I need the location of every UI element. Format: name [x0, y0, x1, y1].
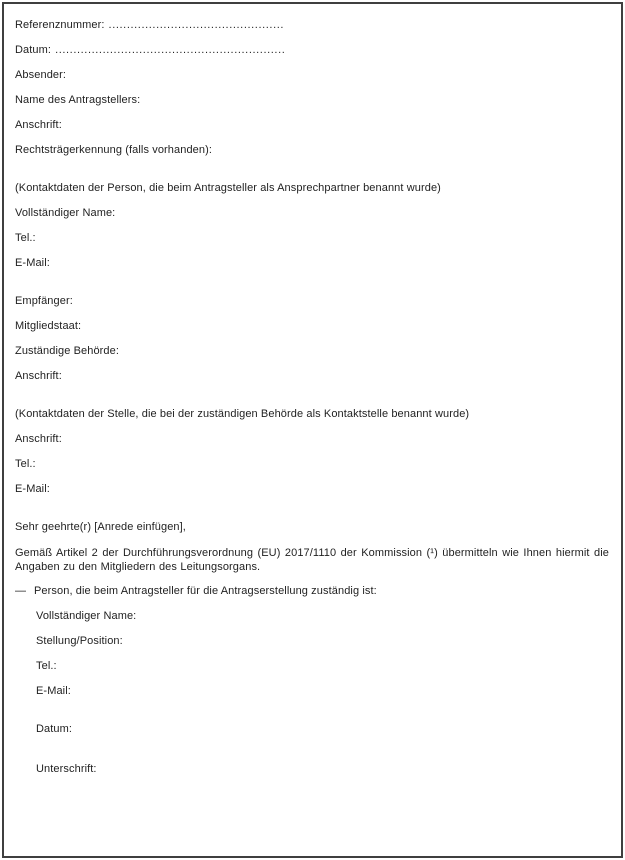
applicant-contact-intro: (Kontaktdaten der Person, die beim Antragsteller als Ansprechpartner benannt wurde)	[15, 182, 441, 194]
list-item-text: Person, die beim Antragsteller für die Antragserstellung zuständig ist:	[34, 585, 377, 597]
list-dash: —	[15, 585, 27, 597]
body-paragraph: Gemäß Artikel 2 der Durchführungsverordnung (EU) 2017/1110 der Kommission (¹) übermitteln wie Ihnen hiermit die Angaben zu den Mitgliedern des Leitungsorgans.	[15, 547, 609, 573]
responsible-email-label: E-Mail:	[36, 685, 71, 697]
competent-authority-label: Zuständige Behörde:	[15, 345, 120, 357]
date-dotted-line: ...............................................................	[55, 44, 286, 56]
responsible-position-label: Stellung/Position:	[36, 635, 123, 647]
recipient-address-label: Anschrift:	[15, 370, 62, 382]
sender-address-label: Anschrift:	[15, 119, 62, 131]
applicant-name-label: Name des Antragstellers:	[15, 94, 141, 106]
sender-label: Absender:	[15, 69, 67, 81]
list-item-responsible-person	[15, 585, 609, 598]
signature-label: Unterschrift:	[36, 763, 97, 775]
applicant-contact-full-name-label: Vollständiger Name:	[15, 207, 116, 219]
recipient-label: Empfänger:	[15, 295, 73, 307]
field-reference-number	[15, 19, 609, 32]
responsible-full-name-label: Vollständiger Name:	[36, 610, 137, 622]
member-state-label: Mitgliedstaat:	[15, 320, 82, 332]
signature-date-label: Datum:	[36, 723, 73, 735]
responsible-tel-label: Tel.:	[36, 660, 57, 672]
salutation: Sehr geehrte(r) [Anrede einfügen],	[15, 521, 186, 533]
date-label: Datum:	[15, 44, 52, 56]
legal-entity-id-label: Rechtsträgerkennung (falls vorhanden):	[15, 144, 213, 156]
authority-contact-intro: (Kontaktdaten der Stelle, die bei der zuständigen Behörde als Kontaktstelle benannt wurde)	[15, 408, 470, 420]
authority-contact-email-label: E-Mail:	[15, 483, 50, 495]
authority-contact-address-label: Anschrift:	[15, 433, 62, 445]
authority-contact-tel-label: Tel.:	[15, 458, 36, 470]
document-page	[2, 2, 623, 858]
reference-number-label: Referenznummer:	[15, 19, 105, 31]
field-date	[15, 44, 609, 57]
reference-number-dotted-line: ................................................	[108, 19, 285, 31]
applicant-contact-email-label: E-Mail:	[15, 257, 50, 269]
applicant-contact-tel-label: Tel.:	[15, 232, 36, 244]
